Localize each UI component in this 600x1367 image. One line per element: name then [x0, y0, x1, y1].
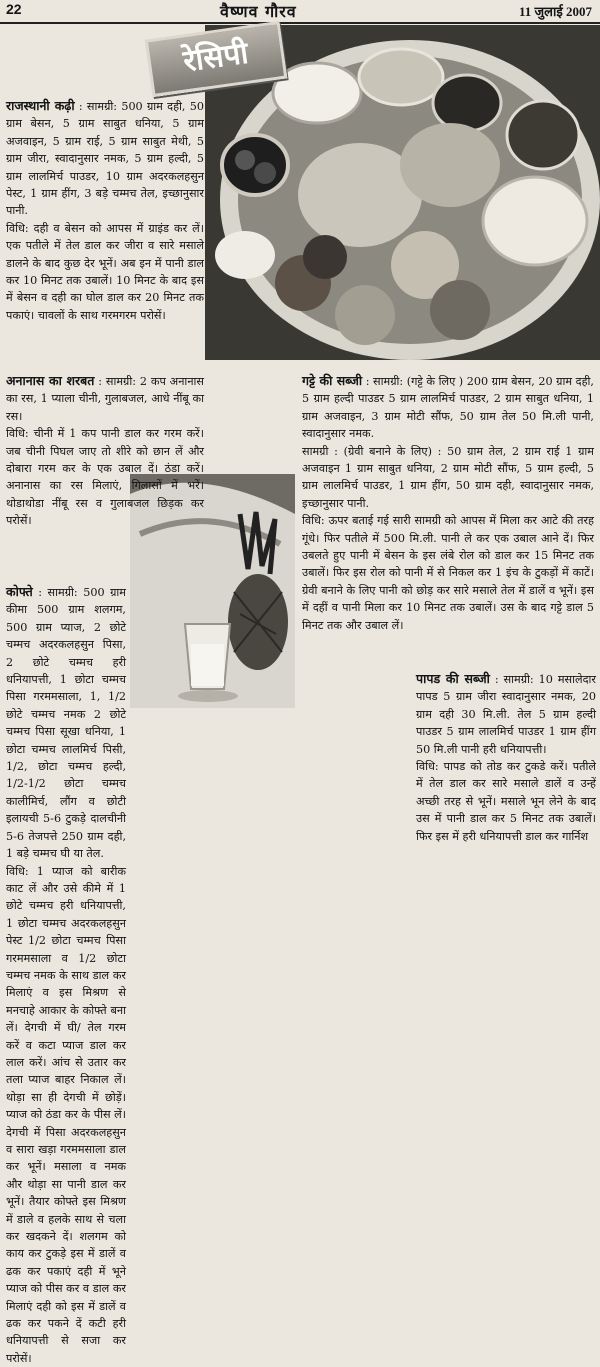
recipe-banner: रेसिपी [145, 21, 288, 97]
page-number: 22 [6, 1, 22, 17]
recipe-kofte: कोफ्ते : सामग्री: 500 ग्राम कीमा 500 ग्राम शलगम, 500 ग्राम प्याज, 2 छोटे चम्मच अदरकलहसुन पिसा, 2 छोटे चम्मच हरी धनियापत्ती, 1 छोटा चम्मच पिसा गरममसाला, 1, 1/2 छोटे चम्मच नमक 2 छोटे चम्मच पिसा सूखा धनिया, 1 छोटा चम्मच लालमिर्च पिसी, 1/2, छोटा चम्मच हल्दी, 1/2-1/2 छोटा चम्मच कालीमिर्च, लौंग व छोटी इलायची 5-6 टुकड़े दालचीनी 5-6 तेजपत्ते 250 ग्राम दही, 1 बड़े चम्मच घी या तेल. विधि: 1 प्याज को बारीक काट लें और उसे कीमे में 1 छोटे चम्मच हरी धनियापत्ती, 1 छोटा चम्मच अदरकलहसुन पेस्ट 1/2 छोटा चम्मच पिसा गरममसाला व 1/2 छोटा चम्मच नमक के साथ डाल कर मिलाएं व इस मिश्रण से मनचाहे आकार के कोफ्ते बना लें। देगची में घी/ तेल गरम करें व कटा प्याज डाल कर लाल करें। आंच से उतार कर तला प्याज बाहर निकाल लें। थोड़ा सा ही देगची में छोड़ें। प्याज को ठंडा कर के पीस लें। देगची में पिसा अदरकलहसुन व सारा खड़ा गरममसाला डाल कर भूनें। मसाला व नमक और थोड़ा सा पानी डाल कर भूनें। तैयार कोफ्ते इस मिश्रण में डाले व हलके साथ से चला कर खदकने दें। शलगम को काय कर टुकड़े इस में डालें व ढक कर पकाएं दही में भूने प्याज को पीस कर व डाल कर मिलाएं दही को इस में डालें व ढक कर पकने दें कटी हरी धनियापत्ती से सजा कर परोसें। [6, 584, 126, 1365]
recipe-method: विधि: पापड को तोड कर टुकडे करें। पतीले में तेल डाल कर सारे मसाले डालें व उन्हें अच्छी तरह से भूनें। मसाले भून लेने के बाद उस में पानी डाल कर 5 मिनट तक उबालें। फिर इस में हरी धनियापत्ती डाल कर गार्निश [416, 760, 596, 843]
recipe-method: विधि: ऊपर बताई गई सारी सामग्री को आपस में मिला कर आटे की तरह गूंधे। फिर पतीले में 500 मि.ली. पानी ले कर एक उबाल आने दें। फिर उबलते हुए पानी में बेसन के इस लंबे रोल को डाल कर 15 मिनट तक उबालें। फिर इस रोल को पानी में से निकल कर 1 इंच के टुकड़ों में काटें। ग्रेवी बनाने के लिए पानी को छोड़ कर सारे मसाले तेल में डालें व भूनें। इस में दहीं व पानी मिला कर 10 मिनट तक उबालें। उस के बाद गट्टे डाल 5 मिनट तक और उबाल लें। [302, 514, 594, 632]
page-header [0, 0, 600, 24]
recipe-gravy-ingredients: सामग्री : (ग्रेवी बनाने के लिए) : 50 ग्राम तेल, 2 ग्राम राई 1 ग्राम अजवाइन 1 ग्राम साबुत धनिया, 2 ग्राम मोटी सौंफ, 5 ग्राम हल्दी, 5 ग्राम लालमिर्च पाउडर, 1 ग्राम हींग, 50 ग्राम दही, स्वादानुसार नमक, इच्छानुसार पानी. [302, 444, 594, 510]
recipe-gatte: गट्टे की सब्जी : सामग्री: (गट्टे के लिए ) 200 ग्राम बेसन, 20 ग्राम दही, 5 ग्राम हल्दी पाउडर 5 ग्राम लालमिर्च पाउडर, 2 ग्राम साबुत धनिया, 1 ग्राम अजवाइन, 3 ग्राम मोटी सौंफ, 50 ग्राम तेल 50 मि.ली पानी, स्वादानुसार नमक. सामग्री : (ग्रेवी बनाने के लिए) : 50 ग्राम तेल, 2 ग्राम राई 1 ग्राम अजवाइन 1 ग्राम साबुत धनिया, 2 ग्राम मोटी सौंफ, 5 ग्राम हल्दी, 5 ग्राम लालमिर्च पाउडर, 1 ग्राम हींग, 50 ग्राम दही, स्वादानुसार नमक, इच्छानुसार पानी. विधि: ऊपर बताई गई सारी सामग्री को आपस में मिला कर आटे की तरह गूंधे। फिर पतीले में 500 मि.ली. पानी ले कर एक उबाल आने दें। फिर उबलते हुए पानी में बेसन के इस लंबे रोल को डाल कर 15 मिनट तक उबालें। फिर इस रोल को पानी में से निकल कर 1 इंच के टुकड़ों में काटें। ग्रेवी बनाने के लिए पानी को छोड़ कर सारे मसाले तेल में डालें व भूनें। इस में दहीं व पानी मिला कर 10 मिनट तक उबालें। उस के बाद गट्टे डाल 5 मिनट तक और उबाल लें। [302, 373, 594, 632]
recipe-method: विधि: चीनी में 1 कप पानी डाल कर गरम करें। जब चीनी पिघल जाए तो शीरे को छान लें और दोबारा गरम कर के एक उबाल दें। ठंडा करें। अनानास का रस मिलाएं, गिलासों में भरें। थोडाथोडा नींबू रस व गुलाबजल छिड़क कर परोसें। [6, 427, 204, 528]
recipe-ingredients: सामग्री: 2 कप अनानास का रस, 1 प्याला चीनी, गुलाबजल, आधे नींबू का रस। [6, 375, 204, 423]
masthead: वैष्णव गौरव [220, 2, 297, 21]
recipe-sharbat: अनानास का शरबत : सामग्री: 2 कप अनानास का रस, 1 प्याला चीनी, गुलाबजल, आधे नींबू का रस। विधि: चीनी में 1 कप पानी डाल कर गरम करें। जब चीनी पिघल जाए तो शीरे को छान लें और दोबारा गरम कर के एक उबाल दें। ठंडा करें। अनानास का रस मिलाएं, गिलासों में भरें। थोडाथोडा नींबू रस व गुलाबजल छिड़क कर परोसें। [6, 373, 204, 528]
recipe-title: गट्टे की सब्जी [302, 373, 363, 388]
recipe-method: विधि: दही व बेसन को आपस में ग्राइंड कर लें। एक पतीले में तेल डाल कर जीरा व सारे मसाले डालने के बाद कुछ देर भूनें। अब इन में पानी डाल कर 10 मिनट तक उबालें। 10 मिनट के बाद इस में बेसन व दही का घोल डाल कर 20 मिनट तक पकाएं। चावलों के साथ गरमगरम परोसें। [6, 221, 204, 322]
issue-date: 11 जुलाई 2007 [519, 4, 592, 19]
recipe-title: कोफ्ते [6, 584, 33, 599]
recipe-ingredients: सामग्री: 10 मसालेदार पापड 5 ग्राम जीरा स्वादानुसार नमक, 20 ग्राम दही 30 मि.ली. तेल 5 ग्राम हल्दी पाउडर 5 ग्राम लालमिर्च पाउडर 1 ग्राम हींग 50 मि.ली पानी हरी धनियापत्ती। [416, 673, 596, 756]
recipe-ingredients: सामग्री: 500 ग्राम दही, 50 ग्राम बेसन, 5 ग्राम साबुत धनिया, 5 ग्राम अजवाइन, 5 ग्राम राई, 5 ग्राम साबुत मेथी, 5 ग्राम जीरा, स्वादानुसार नमक, 5 ग्राम हल्दी, 5 ग्राम लालमिर्च पाउडर, 10 ग्राम अदरकलहसुन पेस्ट, 1 ग्राम हींग, 3 बड़े चम्मच तेल, इच्छानुसार पानी. [6, 100, 204, 218]
recipe-kadhi: राजस्थानी कढ़ी : सामग्री: 500 ग्राम दही, 50 ग्राम बेसन, 5 ग्राम साबुत धनिया, 5 ग्राम अजवाइन, 5 ग्राम राई, 5 ग्राम साबुत मेथी, 5 ग्राम जीरा, स्वादानुसार नमक, 5 ग्राम हल्दी, 5 ग्राम लालमिर्च पाउडर, 10 ग्राम अदरकलहसुन पेस्ट, 1 ग्राम हींग, 3 बड़े चम्मच तेल, इच्छानुसार पानी. विधि: दही व बेसन को आपस में ग्राइंड कर लें। एक पतीले में तेल डाल कर जीरा व सारे मसाले डालने के बाद कुछ देर भूनें। अब इन में पानी डाल कर 10 मिनट तक उबालें। 10 मिनट के बाद इस में बेसन व दही का घोल डाल कर 20 मिनट तक पकाएं। चावलों के साथ गरमगरम परोसें। [6, 98, 204, 322]
recipe-title: पापड की सब्जी [416, 671, 490, 686]
recipe-ingredients: सामग्री: 500 ग्राम कीमा 500 ग्राम शलगम, 500 ग्राम प्याज, 2 छोटे चम्मच अदरकलहसुन पिसा, 2 छोटे चम्मच हरी धनियापत्ती, 1 छोटा चम्मच पिसा गरममसाला, 1, 1/2 छोटे चम्मच नमक 2 छोटे चम्मच पिसा सूखा धनिया, 1 छोटा चम्मच लालमिर्च पिसी, 1/2, छोटा चम्मच हल्दी, 1/2-1/2 छोटा चम्मच कालीमिर्च, लौंग व छोटी इलायची 5-6 टुकड़े दालचीनी 5-6 तेजपत्ते 250 ग्राम दही, 1 बड़े चम्मच घी या तेल. [6, 586, 126, 861]
recipe-method: विधि: 1 प्याज को बारीक काट लें और उसे कीमे में 1 छोटे चम्मच हरी धनियापत्ती, 1 छोटा चम्मच अदरकलहसुन पेस्ट 1/2 छोटा चम्मच पिसा गरममसाला व 1/2 छोटा चम्मच नमक के साथ डाल कर मिलाएं व इस मिश्रण से मनचाहे आकार के कोफ्ते बना लें। देगची में घी/ तेल गरम करें व कटा प्याज डाल कर लाल करें। आंच से उतार कर तला प्याज बाहर निकाल लें। थोड़ा सा ही देगची में छोड़ें। प्याज को ठंडा कर के पीस लें। देगची में पिसा अदरकलहसुन व सारा खड़ा गरममसाला डाल कर भूनें। मसाला व नमक और थोड़ा सा पानी डाल कर भूनें। तैयार कोफ्ते इस मिश्रण में डाले व हलके साथ से चला कर खदकने दें। शलगम को काय कर टुकड़े इस में डालें व ढक कर पकाएं दही में भूने प्याज को पीस कर व डाल कर मिलाएं दही को इस में डालें व ढक कर पकने दें कटी हरी धनियापत्ती से सजा कर परोसें। [6, 864, 126, 1365]
recipe-title: अनानास का शरबत [6, 373, 95, 388]
recipe-title: राजस्थानी कढ़ी [6, 98, 75, 113]
recipe-papad: पापड की सब्जी : सामग्री: 10 मसालेदार पापड 5 ग्राम जीरा स्वादानुसार नमक, 20 ग्राम दही 30 मि.ली. तेल 5 ग्राम हल्दी पाउडर 5 ग्राम लालमिर्च पाउडर 1 ग्राम हींग 50 मि.ली पानी हरी धनियापत्ती। विधि: पापड को तोड कर टुकडे करें। पतीले में तेल डाल कर सारे मसाले डालें व उन्हें अच्छी तरह से भूनें। मसाले भून लेने के बाद उस में पानी डाल कर 5 मिनट तक उबालें। फिर इस में हरी धनियापत्ती डाल कर गार्निश [416, 671, 596, 843]
recipe-ingredients: सामग्री: (गट्टे के लिए ) 200 ग्राम बेसन, 20 ग्राम दही, 5 ग्राम हल्दी पाउडर 5 ग्राम लालमिर्च पाउडर, 2 ग्राम साबुत धनिया, 1 ग्राम अजवाइन, 3 ग्राम मोटी सौंफ, 50 ग्राम तेल 50 मि.ली पानी, स्वादानुसार नमक. [302, 375, 594, 441]
